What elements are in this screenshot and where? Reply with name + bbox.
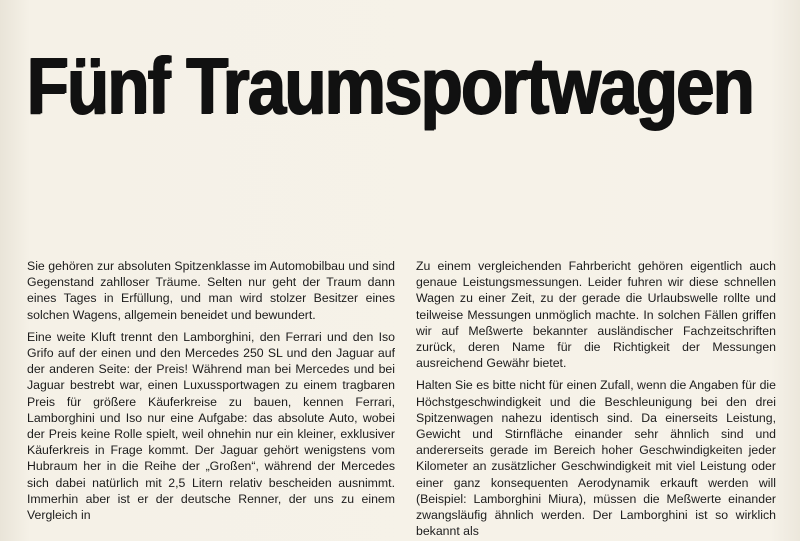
right-column [416,258,776,541]
right-paragraph-2: Halten Sie es bitte nicht für einen Zufall, wenn die Angaben für die Höchstgeschwindigkeit und die Beschleunigung bei den drei Spitzenwagen nahezu identisch sind. Da einerseits Leistung, Gewicht und Stirnfläche einander sehr ähnlich sind und andererseits gerade im Bereich hoher Geschwindigkeiten jeder Kilometer an zusätzlicher Geschwindigkeit mit viel Leistung oder einer ganz konsequenten Aerodynamik erkauft werden will (Beispiel: Lamborghini Miura), müssen die Meßwerte einander zwangsläufig ähnlich werden. Der Lamborghini ist so wirklich bekannt als [416,378,776,539]
right-paragraph-1: Zu einem vergleichenden Fahrbericht gehören eigentlich auch genaue Leistungsmessungen. Leider fuhren wir diese schnellen Wagen zu einer Zeit, zu der gerade die Urlaubswelle rollte und teilweise Messungen unmöglich machte. In solchen Fällen griffen wir auf Meßwerte bekannter ausländischer Fachzeitschriften zurück, deren Name für die Richtigkeit der Messungen ausreichend Gewähr bietet. [416,259,776,371]
left-column [27,258,395,541]
headline: Fünf Traumsportwagen [26,41,753,130]
left-paragraph-1: Sie gehören zur absoluten Spitzenklasse im Automobilbau und sind Gegenstand zahlloser Träume. Selten nur geht der Traum dann eines Tages in Erfüllung, und man wird stolzer Besitzer eines solchen Wagens, allgemein beneidet und bewundert. [27,259,395,322]
left-paragraph-2: Eine weite Kluft trennt den Lamborghini, den Ferrari und den Iso Grifo auf der einen und den Mercedes 250 SL und den Jaguar auf der anderen Seite: der Preis! Während man bei Mercedes und bei Jaguar bestrebt war, einen Luxussportwagen zu einem tragbaren Preis für größere Käuferkreise zu bauen, kennen Ferrari, Lamborghini und Iso nur eine Aufgabe: das absolute Auto, wobei der Preis keine Rolle spielt, weil ohnehin nur ein kleiner, exklusiver Käuferkreis in Frage kommt. Der Jaguar gehört wenigstens vom Hubraum her in die Reihe der „Großen“, während der Mercedes sich dabei natürlich mit 2,5 Litern relativ bescheiden ausnimmt. Immerhin aber ist er der deutsche Renner, der uns zu einem Vergleich in [27,329,395,523]
